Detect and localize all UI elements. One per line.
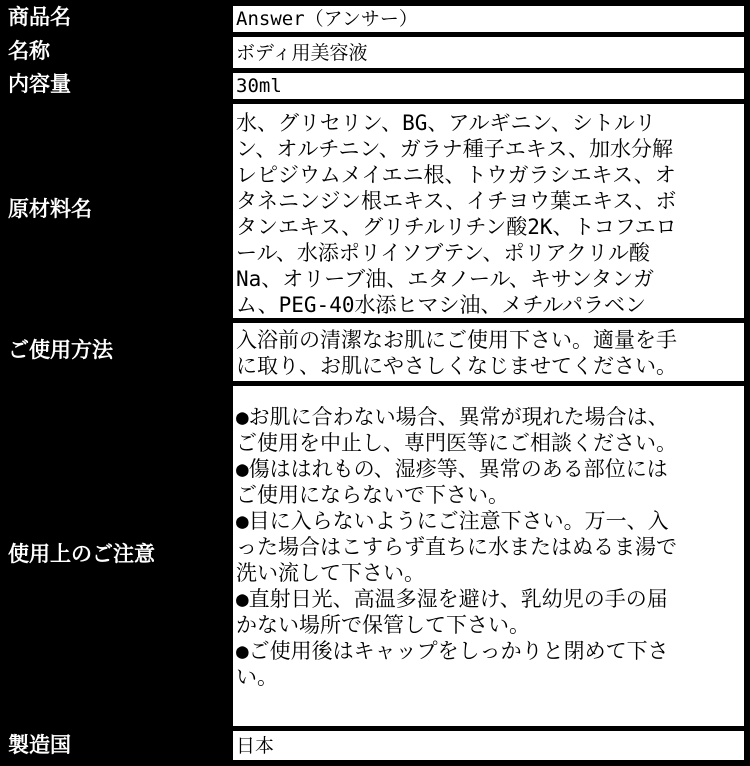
ingredients-line: ム、PEG-40水添ヒマシ油、メチルパラベン <box>236 293 646 317</box>
ingredients-line: レピジウムメイエニ根、トウガラシエキス、オ <box>236 163 676 187</box>
row-ingredients <box>2 100 748 319</box>
label-product-name: 商品名 <box>2 2 230 33</box>
ingredients-line: タネニンジン根エキス、イチヨウ葉エキス、ボ <box>236 189 677 213</box>
row-category-name <box>2 33 748 69</box>
label-category-name: 名称 <box>2 33 230 69</box>
precaution-line: ●目に入らないようにご注意下さい。万一、入 <box>236 509 669 533</box>
precaution-line: ●直射日光、高温多湿を避け、乳幼児の手の届 <box>236 587 668 611</box>
value-category-name: ボディ用美容液 <box>232 36 745 69</box>
precaution-line: かない場所で保管して下さい。 <box>236 613 530 637</box>
usage-line: に取り、お肌にやさしくなじませてください。 <box>236 354 677 378</box>
ingredients-line: ール、水添ポリイソブテン、ポリアクリル酸 <box>236 241 650 265</box>
ingredients-line: ン、オルチニン、ガラナ種子エキス、加水分解 <box>236 137 674 161</box>
precaution-line: ●ご使用後はキャップをしっかりと閉めて下さ <box>236 639 669 663</box>
precaution-line: 洗い流して下さい。 <box>236 561 425 585</box>
label-ingredients: 原材料名 <box>2 100 230 319</box>
row-volume <box>2 69 748 100</box>
row-usage <box>2 319 748 382</box>
label-country: 製造国 <box>2 727 230 764</box>
row-product-name <box>2 2 748 33</box>
precaution-line: ご使用を中止し、専門医等にご相談ください。 <box>236 431 677 455</box>
usage-line: 入浴前の清潔なお肌にご使用下さい。適量を手 <box>236 328 677 352</box>
precaution-line: ●傷ははれもの、湿疹等、異常のある部位には <box>236 457 668 481</box>
value-ingredients <box>232 103 745 319</box>
precaution-line: い。 <box>236 665 278 689</box>
label-precautions: 使用上のご注意 <box>2 382 230 727</box>
label-usage: ご使用方法 <box>2 319 230 382</box>
row-country <box>2 727 748 764</box>
precaution-line: った場合はこすらず直ちに水またはぬるま湯で <box>236 535 677 559</box>
value-country: 日本 <box>232 730 745 761</box>
precaution-line: ●お肌に合わない場合、異常が現れた場合は、 <box>236 405 669 429</box>
ingredients-line: 水、グリセリン、BG、アルギニン、シトルリ <box>236 111 656 135</box>
value-precautions <box>232 385 745 727</box>
ingredients-line: タンエキス、グリチルリチン酸2K、トコフエロ <box>236 215 677 239</box>
value-usage <box>232 322 745 382</box>
row-precautions <box>2 382 748 727</box>
value-volume: 30ml <box>232 72 745 100</box>
label-volume: 内容量 <box>2 69 230 100</box>
precaution-line: ご使用にならないで下さい。 <box>236 483 509 507</box>
ingredients-line: Na、オリーブ油、エタノール、キサンタンガ <box>236 267 654 291</box>
value-product-name: Answer（アンサー） <box>232 5 745 33</box>
